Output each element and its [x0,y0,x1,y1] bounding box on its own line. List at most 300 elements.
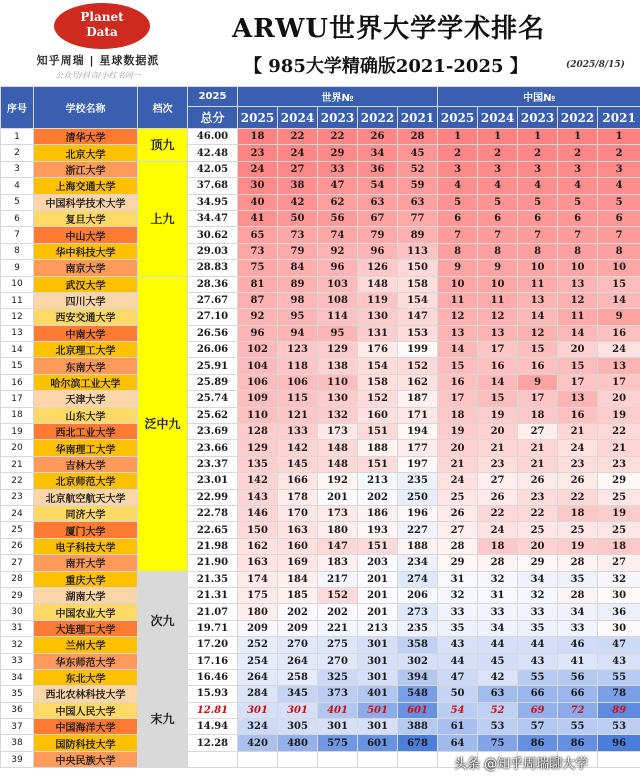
china-rank-cell: 13 [438,325,478,341]
world-rank-cell: 151 [358,424,398,440]
world-rank-cell: 301 [358,719,398,735]
china-rank-cell: 10 [598,260,640,276]
china-rank-cell: 34 [518,571,558,587]
china-rank-cell: 29 [518,555,558,571]
china-rank-cell: 8 [518,243,558,259]
world-rank-cell: 23 [238,145,278,161]
world-rank-cell: 152 [318,587,358,603]
china-rank-cell: 7 [598,227,640,243]
china-rank-cell: 64 [438,735,478,751]
china-rank-cell: 23 [598,456,640,472]
world-rank-cell: 98 [278,292,318,308]
rank-cell: 12 [1,309,34,325]
score-cell: 26.06 [188,342,238,358]
world-rank-cell: 196 [398,505,438,521]
rank-cell: 34 [1,669,34,685]
china-rank-cell: 1 [558,129,598,145]
world-rank-cell: 264 [238,669,278,685]
world-rank-cell [318,751,358,767]
china-rank-cell: 4 [518,178,558,194]
china-rank-cell: 86 [558,735,598,751]
world-rank-cell: 106 [238,374,278,390]
table-row [1,276,640,292]
china-rank-cell: 21 [558,424,598,440]
china-rank-cell: 86 [518,735,558,751]
logo-line1: Planet [80,10,124,24]
world-rank-cell: 254 [238,653,278,669]
table-row [1,194,640,210]
china-rank-cell: 14 [558,325,598,341]
university-name-cell: 哈尔滨工业大学 [34,374,138,390]
score-cell: 42.05 [188,161,238,177]
china-rank-cell: 4 [558,178,598,194]
china-rank-cell: 3 [438,161,478,177]
rank-cell: 1 [1,129,34,145]
rank-cell: 26 [1,538,34,554]
world-rank-cell: 221 [318,620,358,636]
china-rank-cell: 12 [558,292,598,308]
world-rank-cell: 150 [398,260,438,276]
china-rank-cell: 19 [438,424,478,440]
world-rank-cell: 185 [278,587,318,603]
university-name-cell: 天津大学 [34,391,138,407]
world-rank-cell: 96 [238,325,278,341]
table-row [1,489,640,505]
score-cell: 12.81 [188,702,238,718]
china-rank-cell: 8 [438,243,478,259]
slogan: 知乎周瑞 | 星球数据派 [36,54,160,67]
world-rank-cell: 148 [318,456,358,472]
rank-cell: 38 [1,735,34,751]
table-row [1,374,640,390]
world-rank-cell: 388 [398,719,438,735]
rank-cell: 24 [1,505,34,521]
china-rank-header: 中国№ [438,87,640,107]
china-rank-cell: 8 [558,243,598,259]
china-rank-cell: 16 [598,325,640,341]
china-rank-cell: 12 [518,325,558,341]
table-row [1,538,640,554]
university-name-cell: 华南理工大学 [34,440,138,456]
china-rank-cell: 1 [438,129,478,145]
score-cell: 42.48 [188,145,238,161]
col-name-header: 学校名称 [34,87,138,129]
world-rank-cell: 186 [358,505,398,521]
world-rank-cell: 47 [318,178,358,194]
rank-cell: 3 [1,161,34,177]
university-name-cell: 中国海洋大学 [34,719,138,735]
world-rank-cell: 147 [318,538,358,554]
score-cell: 28.36 [188,276,238,292]
china-rank-cell: 16 [518,358,558,374]
china-rank-cell: 11 [438,292,478,308]
world-rank-cell: 250 [398,489,438,505]
rank-cell: 9 [1,260,34,276]
china-year-header: 2022 [558,107,598,129]
china-rank-cell: 10 [518,260,558,276]
col-rank-header: 序号 [1,87,34,129]
world-rank-cell: 148 [358,276,398,292]
world-rank-cell: 126 [358,260,398,276]
world-rank-cell: 188 [398,538,438,554]
china-rank-cell: 20 [438,440,478,456]
china-rank-cell: 6 [558,210,598,226]
world-rank-cell: 199 [398,342,438,358]
rank-cell: 2 [1,145,34,161]
china-rank-cell: 44 [478,637,518,653]
footer-credit: 头条 @知乎周瑞聊大学 [454,757,589,772]
world-rank-cell: 65 [238,227,278,243]
world-rank-cell: 401 [358,686,398,702]
table-row [1,161,640,177]
world-rank-cell: 601 [358,735,398,751]
table-row [1,653,640,669]
world-rank-cell: 142 [238,473,278,489]
china-rank-cell: 21 [518,440,558,456]
world-rank-cell: 41 [238,210,278,226]
china-rank-cell: 2 [558,145,598,161]
world-rank-cell: 135 [238,456,278,472]
china-rank-cell: 25 [598,489,640,505]
world-rank-cell: 30 [238,178,278,194]
world-rank-cell: 59 [398,178,438,194]
china-rank-cell: 53 [478,719,518,735]
table-row [1,702,640,718]
china-rank-cell: 13 [518,292,558,308]
china-rank-cell: 22 [598,424,640,440]
china-year-header: 2023 [518,107,558,129]
china-rank-cell: 19 [598,505,640,521]
china-rank-cell: 50 [438,686,478,702]
world-rank-cell: 33 [318,161,358,177]
world-rank-cell: 38 [278,178,318,194]
china-rank-cell: 18 [478,538,518,554]
world-rank-cell: 22 [278,129,318,145]
world-rank-cell: 203 [358,555,398,571]
world-rank-cell: 26 [358,129,398,145]
university-name-cell: 重庆大学 [34,571,138,587]
planet-data-logo [54,3,150,49]
world-rank-cell: 151 [358,456,398,472]
university-name-cell: 西安交通大学 [34,309,138,325]
world-rank-cell: 118 [278,358,318,374]
china-rank-cell: 36 [598,604,640,620]
university-name-cell: 西北工业大学 [34,424,138,440]
china-rank-cell: 16 [478,358,518,374]
china-rank-cell: 34 [558,604,598,620]
score-cell: 21.90 [188,555,238,571]
table-row [1,620,640,636]
score-cell: 46.00 [188,129,238,145]
world-rank-cell: 29 [318,145,358,161]
table-row [1,505,640,521]
world-rank-cell: 94 [278,325,318,341]
china-rank-cell: 14 [518,309,558,325]
world-rank-cell: 301 [358,637,398,653]
world-rank-cell: 151 [358,538,398,554]
score-cell: 21.98 [188,538,238,554]
world-rank-cell: 160 [278,538,318,554]
world-rank-cell: 45 [398,145,438,161]
world-rank-cell: 175 [238,587,278,603]
world-rank-cell: 50 [278,210,318,226]
china-rank-cell: 30 [598,620,640,636]
china-rank-cell: 25 [518,522,558,538]
score-cell: 19.71 [188,620,238,636]
world-rank-cell: 145 [278,456,318,472]
china-rank-cell: 20 [478,424,518,440]
score-cell: 28.83 [188,260,238,276]
world-rank-cell: 501 [358,702,398,718]
china-rank-cell: 4 [478,178,518,194]
rank-cell: 20 [1,440,34,456]
score-cell: 15.93 [188,686,238,702]
world-rank-cell [358,751,398,767]
world-rank-cell: 153 [398,325,438,341]
table-row [1,571,640,587]
china-rank-cell: 22 [518,505,558,521]
china-rank-cell: 4 [438,178,478,194]
rank-cell: 25 [1,522,34,538]
china-rank-cell: 16 [558,407,598,423]
china-rank-cell: 23 [558,456,598,472]
china-rank-cell: 8 [478,243,518,259]
world-rank-cell: 128 [238,424,278,440]
world-rank-cell: 87 [238,292,278,308]
world-rank-cell: 27 [278,161,318,177]
score-cell: 21.07 [188,604,238,620]
rank-cell: 32 [1,637,34,653]
china-rank-cell: 6 [598,210,640,226]
university-name-cell: 电子科技大学 [34,538,138,554]
world-rank-cell: 301 [358,653,398,669]
china-rank-cell: 10 [438,276,478,292]
university-name-cell: 中国科学技术大学 [34,194,138,210]
table-row [1,669,640,685]
university-name-cell: 山东大学 [34,407,138,423]
china-rank-cell: 1 [478,129,518,145]
china-rank-cell: 20 [598,391,640,407]
china-rank-cell: 14 [598,292,640,308]
world-rank-cell: 273 [398,604,438,620]
china-rank-cell: 27 [518,424,558,440]
china-rank-cell: 13 [558,276,598,292]
china-rank-cell: 42 [478,669,518,685]
world-rank-cell: 188 [358,440,398,456]
china-rank-cell: 24 [558,440,598,456]
world-rank-cell: 103 [318,276,358,292]
col-score-header: 总分 [188,107,238,129]
world-rank-cell: 89 [278,276,318,292]
world-rank-cell: 171 [398,407,438,423]
china-rank-cell: 25 [558,522,598,538]
china-rank-cell: 15 [598,276,640,292]
china-rank-cell: 3 [518,161,558,177]
university-name-cell: 同济大学 [34,505,138,521]
world-rank-cell: 301 [278,702,318,718]
score-cell [188,751,238,767]
university-name-cell: 大连理工大学 [34,620,138,636]
china-rank-cell: 21 [478,440,518,456]
rank-cell: 23 [1,489,34,505]
china-year-header: 2025 [438,107,478,129]
world-rank-cell: 96 [358,243,398,259]
header [0,0,640,86]
table-row [1,735,640,751]
china-rank-cell: 11 [518,276,558,292]
world-rank-cell: 129 [238,440,278,456]
world-rank-cell: 160 [358,407,398,423]
china-rank-cell: 44 [438,653,478,669]
rank-cell: 11 [1,292,34,308]
table-row [1,210,640,226]
world-rank-cell: 148 [318,440,358,456]
china-rank-cell: 24 [438,473,478,489]
score-cell: 25.91 [188,358,238,374]
world-rank-cell: 213 [358,473,398,489]
china-rank-cell: 17 [558,374,598,390]
world-rank-cell [278,751,318,767]
university-name-cell: 华东师范大学 [34,653,138,669]
china-rank-cell: 12 [478,309,518,325]
world-rank-cell: 56 [318,210,358,226]
world-rank-cell: 324 [238,719,278,735]
score-cell: 34.95 [188,194,238,210]
rank-cell: 17 [1,391,34,407]
ranking-table [0,86,640,768]
world-rank-cell: 373 [318,686,358,702]
table-row [1,587,640,603]
china-rank-cell: 18 [518,407,558,423]
world-rank-cell: 74 [318,227,358,243]
university-name-cell: 北京大学 [34,145,138,161]
rank-cell: 37 [1,719,34,735]
score-cell: 14.94 [188,719,238,735]
world-year-header: 2024 [278,107,318,129]
china-rank-cell: 33 [478,604,518,620]
china-rank-cell: 35 [438,620,478,636]
university-name-cell: 华中科技大学 [34,243,138,259]
score-cell: 16.46 [188,669,238,685]
world-rank-cell: 166 [278,473,318,489]
world-rank-cell: 154 [358,358,398,374]
china-rank-cell: 7 [518,227,558,243]
china-rank-cell: 17 [598,374,640,390]
china-rank-cell: 1 [518,129,558,145]
china-rank-cell: 32 [518,587,558,603]
chart-date: (2025/8/15) [566,60,625,70]
china-rank-cell: 27 [478,473,518,489]
table-row [1,260,640,276]
china-rank-cell: 23 [478,456,518,472]
watermark-text: 公众号/抖音/小红书同一 [55,71,141,80]
world-rank-cell: 79 [358,227,398,243]
world-rank-cell: 36 [358,161,398,177]
score-cell: 21.31 [188,587,238,603]
university-name-cell: 东北大学 [34,669,138,685]
china-rank-cell: 26 [438,505,478,521]
rank-cell: 30 [1,604,34,620]
china-rank-cell: 46 [558,637,598,653]
world-rank-cell: 110 [238,407,278,423]
world-rank-cell: 206 [398,587,438,603]
university-name-cell: 中山大学 [34,227,138,243]
table-row [1,243,640,259]
china-rank-cell: 22 [558,489,598,505]
world-rank-cell: 129 [318,342,358,358]
tier-cell: 次九 [138,571,188,669]
score-cell: 23.01 [188,473,238,489]
china-rank-cell: 10 [558,260,598,276]
table-row [1,555,640,571]
china-rank-cell: 47 [598,637,640,653]
university-name-cell: 浙江大学 [34,161,138,177]
china-rank-cell: 17 [518,391,558,407]
china-rank-cell: 13 [558,391,598,407]
world-rank-cell: 131 [358,325,398,341]
chart-title: ARWU世界大学学术排名 [232,14,546,44]
china-rank-cell: 29 [438,555,478,571]
world-rank-cell: 24 [278,145,318,161]
world-rank-cell: 274 [398,571,438,587]
world-rank-cell: 252 [238,637,278,653]
china-rank-cell: 9 [598,309,640,325]
university-name-cell: 北京理工大学 [34,342,138,358]
china-rank-cell: 2 [438,145,478,161]
world-rank-cell: 24 [238,161,278,177]
world-rank-cell: 89 [398,227,438,243]
world-rank-cell: 132 [318,407,358,423]
world-rank-cell: 163 [238,555,278,571]
china-rank-cell: 47 [438,669,478,685]
china-year-header: 2024 [478,107,518,129]
china-rank-cell: 27 [438,522,478,538]
china-rank-cell: 63 [478,686,518,702]
world-rank-cell: 176 [358,342,398,358]
world-rank-cell: 187 [398,391,438,407]
world-rank-cell: 173 [318,505,358,521]
world-rank-cell: 73 [278,227,318,243]
china-rank-cell: 29 [598,473,640,489]
world-rank-cell: 18 [238,129,278,145]
china-year-header: 2021 [598,107,640,129]
china-rank-cell: 18 [438,407,478,423]
china-rank-cell: 19 [478,407,518,423]
china-rank-cell: 21 [518,456,558,472]
score-cell: 22.99 [188,489,238,505]
world-rank-cell: 325 [318,669,358,685]
world-rank-cell: 63 [358,194,398,210]
china-rank-cell: 3 [558,161,598,177]
china-rank-cell: 33 [438,604,478,620]
world-rank-cell: 201 [358,604,398,620]
world-rank-cell [398,751,438,767]
university-name-cell: 中央民族大学 [34,751,138,767]
world-rank-cell: 158 [358,374,398,390]
world-rank-cell: 678 [398,735,438,751]
world-year-header: 2025 [238,107,278,129]
china-rank-cell: 5 [478,194,518,210]
world-rank-cell: 42 [278,194,318,210]
rank-cell: 16 [1,374,34,390]
china-rank-cell: 52 [478,702,518,718]
world-rank-cell: 150 [238,522,278,538]
rank-cell: 5 [1,194,34,210]
world-rank-cell: 152 [358,391,398,407]
world-rank-cell: 163 [278,522,318,538]
world-rank-cell: 180 [238,604,278,620]
china-rank-cell: 2 [478,145,518,161]
